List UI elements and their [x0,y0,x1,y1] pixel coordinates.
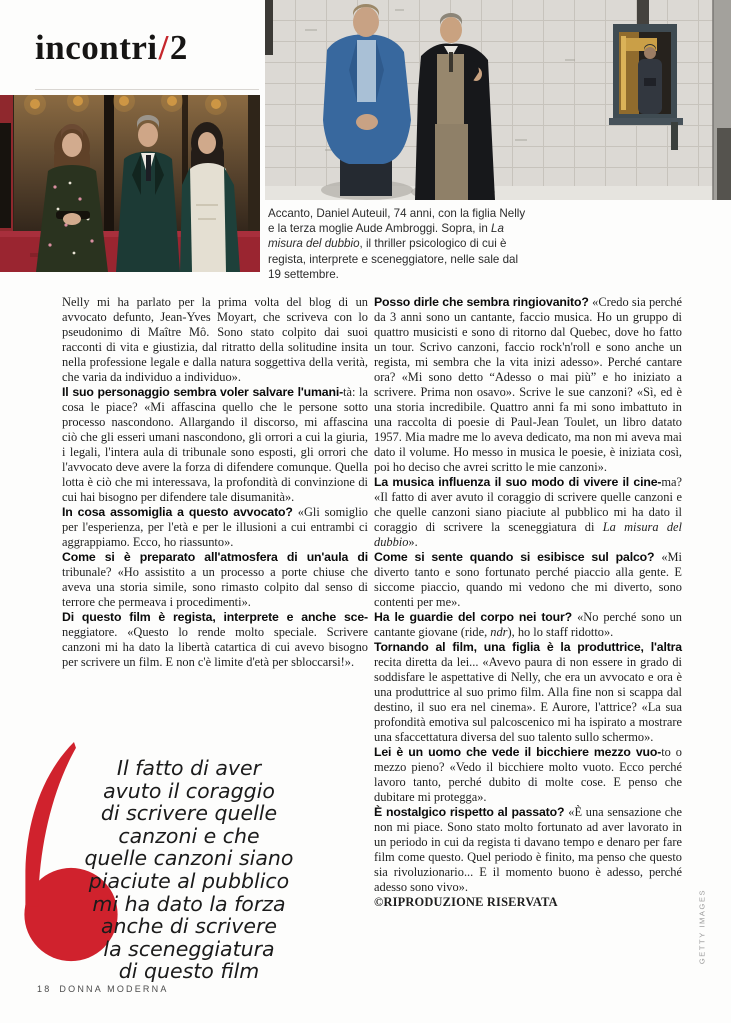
question-lead: In cosa assomiglia a questo avvocato? [62,505,298,519]
page-number: 18 [37,984,52,994]
body-text: «No perché sono un cantante giovane (ride, [374,610,682,639]
qa-block [62,295,368,385]
question-lead: Posso dirle che sembra ringiovanito? [374,295,593,309]
body-text: «Gli somiglio per l'esperienza, per l'età e per le illusioni a cui entrambi ci aggrappiamo. Ecco, ho riassunto». [62,505,368,549]
bystander-silhouette [0,123,11,228]
body-text: «Credo sia perché da 3 anni sono un cantante, faccio musica. Ho un gruppo di quattro musicisti e sono di ritorno dal Quebec, dove ho fatto un tour. Scrivo canzoni, faccio rock'n'roll e sono anche un regista, mi sembra che la vita inizi adesso». Perché cantare ora? «Mi sono detto “Adesso o mai più” e ho iniziato a scrivere. Prima non osavo». Scrive le sue canzoni? «Sì, ed è una storia incredibile. Quattro anni fa mi sono imbattuto in una raccolta di poesie di Paul-Jean Toulet, un libro datato 1957. Mia madre me lo aveva dedicato, ma non mi aveva mai dato il volume. Ho messo in musica le poesie, è iniziata così, poi ho deciso che avrei scritto le mie canzoni». [374,295,683,474]
pull-quote-line: piaciute al pubblico [88,868,290,893]
section-title-word: incontri [35,28,158,67]
qa-block [62,550,368,610]
article-left-column [62,295,368,670]
body-text: ». [408,535,418,549]
qa-block [374,610,682,640]
italic-text: ndr [490,625,508,639]
pull-quote-line: mi ha dato la forza [92,891,286,916]
section-title-slash: / [158,28,169,67]
question-tail: tà: la cosa le piace? [62,385,368,414]
pull-quote-line: di scrivere quelle [100,801,278,826]
pull-quote-line: canzoni e che [118,823,260,848]
body-text: , il thriller psicologico di cui è regista, interprete e sceneggiatore, nelle sale dal 19 settembre. [268,237,519,281]
photo-credit: GETTY IMAGES [697,888,707,965]
copyright-notice: ©RIPRODUZIONE RISERVATA [374,895,558,909]
article-right-column [374,295,682,910]
question-lead: Il suo personaggio sembra voler salvare l'umani- [62,385,344,399]
left-door-edge [265,0,273,55]
pull-quote-line: avuto il coraggio [103,778,275,803]
question-lead: È nostalgico rispetto al passato? [374,805,569,819]
magazine-name: DONNA MODERNA [59,984,169,994]
body-text: «Avevo paura di non essere in grado di soddisfare le aspettative di Nelly, che era un avvocato e ora è una produttrice al suo primo film. Alla fine non si scappa dal destino, il suo era nel cinema». E Aurore, l'attrice? «La sua profondità emotiva sul palcoscenico mi ha ispirato a mostrare una sfaccettatura diversa del suo talento sullo schermo». [374,655,682,744]
question-lead: Ha le guardie del corpo nei tour? [374,610,578,624]
question-lead: Tornando al film, una figlia è la produttrice, l'altra [374,640,682,654]
title-rule [35,89,259,90]
film-still-photo [265,0,731,200]
photo-caption [268,206,526,282]
pull-quote-line: la sceneggiatura [103,936,275,961]
qa-block [374,805,682,895]
qa-block [374,475,682,550]
question-lead: La musica influenza il suo modo di vivere il cine- [374,475,662,489]
pull-quote-line: Il fatto di aver [116,756,262,780]
body-text: «Mi affascina quello che le persone sotto processo nascondono. Allargando il discorso, mi affascina ciò che gli esseri umani nascondono, gli orrori a cui la giuria, i legali, l'intera aula di tribunale sono esposti, gli orrori che l'avvocato deve avere la forza di difendere comunque. Quella lotta è ciò che mi interessava, la profondità di convinzione di cui hai bisogno per difendere tale disumanità». [62,400,369,504]
question-lead: Lei è un uomo che vede il bicchiere mezzo vuo- [374,745,662,759]
body-text: «Il fatto di aver avuto il coraggio di scrivere quelle canzoni e che quelle canzoni siano piaciute al pubblico mi ha dato il coraggio di scrivere la sceneggiatura di [374,490,682,534]
pull-quote-line: quelle canzoni siano [84,846,294,871]
qa-block [374,550,682,610]
question-tail: tribunale? [62,565,118,579]
body-text: «Vedo il bicchiere molto vuoto. Ecco perché lavoro tanto, perché dubito di molte cose. E penso che dubitare mi protegga». [374,760,682,804]
pull-quote-line: di questo film [118,959,260,984]
qa-block [62,385,368,505]
body-text: «Mi diverto tanto e sono fortunato perché piaccio alla gente. E siccome piaccio, quando mi vedono che mi diverto, sono contenti per me». [374,550,682,609]
qa-block [62,610,368,670]
question-tail: recita diretta da lei... [374,655,483,669]
italic-text: La misura del dubbio [374,520,682,549]
body-text: Nelly mi ha parlato per la prima volta del blog di un avvocato defunto, Jean-Yves Moyart, che scriveva con lo pseudonimo di Maître Mô. Sono stato colpito dai suoi racconti di vita e giustizia, dal ritratto della solitudine insita nella professione legale e dalla natura soggettiva della verità, che varia da individuo a individuo». [62,295,368,384]
body-text: Accanto, Daniel Auteuil, 74 anni, con la figlia Nelly e la terza moglie Aude Ambroggi. Sopra, in [268,207,526,236]
question-lead: Di questo film è regista, interprete e anche sce- [62,610,368,624]
question-lead: Come si sente quando si esibisce sul palco? [374,550,662,564]
question-tail: ma? [661,475,682,489]
question-tail: to o mezzo pieno? [374,745,683,774]
question-tail: neggiatore. [62,625,128,639]
pull-quote-line: anche di scrivere [100,914,278,939]
italic-text: La misura del dubbio [268,222,504,251]
qa-block [374,745,682,805]
qa-block [374,295,682,475]
body-text: «È una sensazione che non mi piace. Sono stato molto fortunato ad aver lavorato in un periodo in cui da regista ti davano tempo e denaro per fare film come questo. Quel periodo è finito, ma penso che questo sia rivoluzionario... E il momento buono è adesso, perché adesso sono vivo». [374,805,683,894]
question-lead: Come si è preparato all'atmosfera di un'aula di [62,550,368,564]
section-title-number: 2 [169,28,188,67]
body-text: ), ho lo staff ridotto». [507,625,614,639]
pull-quote [56,757,322,983]
qa-block [62,505,368,550]
body-text: «Questo lo rende molto speciale. Scrivere canzoni mi ha dato la libertà catartica di cui avevo bisogno per scrivere un film. E non c'è limite d'età per sbloccarsi!». [62,625,368,669]
qa-block [374,640,682,745]
body-text: «Ho assistito a un processo a porte chiuse che aveva una storia simile, sono rimasto colpito dal senso di terrore che permeava i procedimenti». [62,565,368,609]
page-footer [37,984,169,994]
section-title [35,28,188,68]
premiere-photo [0,95,260,272]
